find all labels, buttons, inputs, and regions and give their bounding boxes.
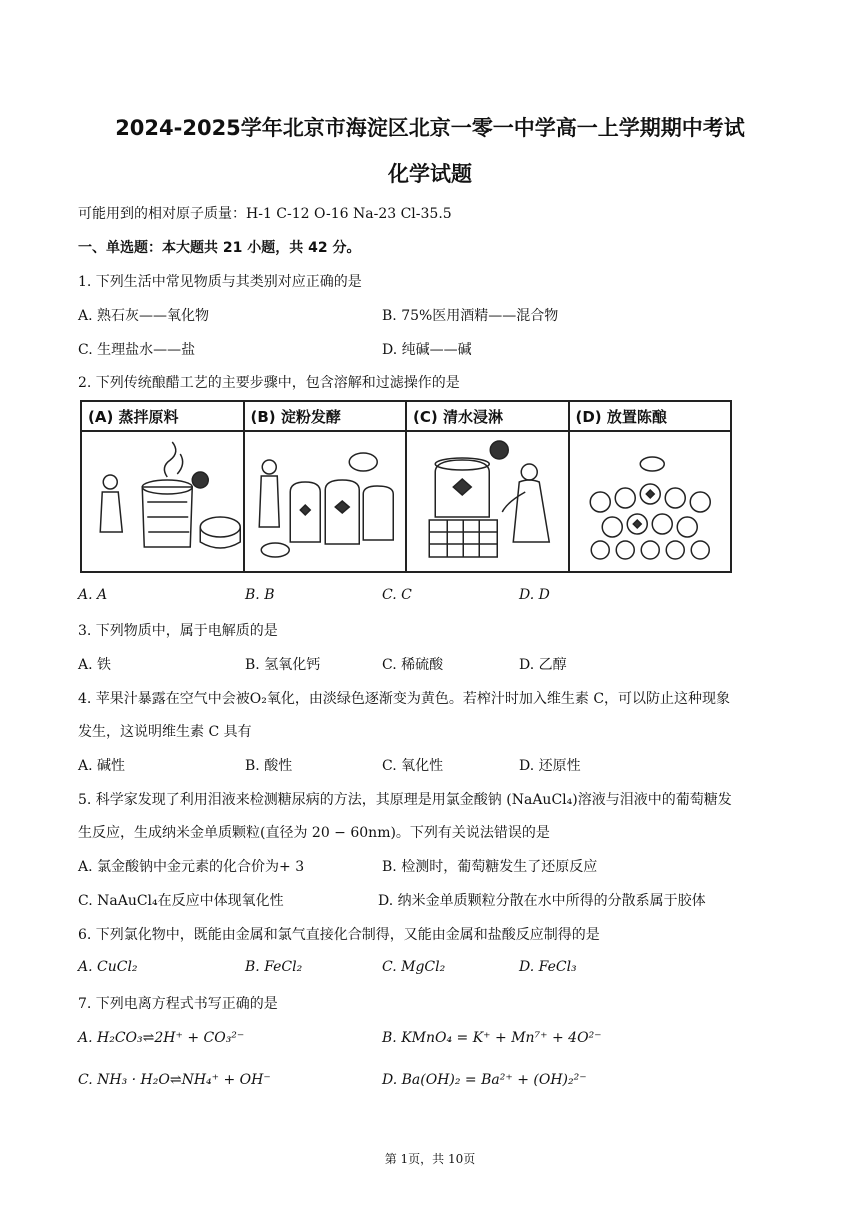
q1-option-a: A. 熟石灰——氧化物 xyxy=(78,308,210,324)
q3-option-b: B. 氢氧化钙 xyxy=(245,657,321,673)
steaming-illustration xyxy=(82,432,243,571)
question-5-stem-line1: 5. 科学家发现了利用泪液来检测糖尿病的方法，其原理是用氯金酸钠 (NaAuCl₄)溶液与泪液中的葡萄糖发 xyxy=(78,792,732,808)
q4-option-a: A. 碱性 xyxy=(78,758,126,774)
panel-d xyxy=(570,402,731,571)
q1-option-b: B. 75%医用酒精——混合物 xyxy=(382,308,559,324)
q5-option-c: C. NaAuCl₄在反应中体现氧化性 xyxy=(78,893,284,909)
q2-option-d: D. D xyxy=(519,587,550,603)
q4-option-d: D. 还原性 xyxy=(519,758,581,774)
fermentation-illustration xyxy=(245,432,406,571)
panel-a-caption: (A) 蒸拌原料 xyxy=(82,402,243,432)
page-footer: 第 1页，共 10页 xyxy=(384,1152,476,1166)
q7-option-c: C. NH₃ · H₂O⇌NH₄⁺ + OH⁻ xyxy=(78,1072,271,1088)
q4-option-b: B. 酸性 xyxy=(245,758,293,774)
vinegar-process-figure xyxy=(80,400,732,573)
soaking-illustration xyxy=(407,432,568,571)
panel-b-caption: (B) 淀粉发酵 xyxy=(245,402,406,432)
question-3-stem: 3. 下列物质中，属于电解质的是 xyxy=(78,623,278,639)
q4-option-c: C. 氧化性 xyxy=(382,758,444,774)
q7-option-b: B. KMnO₄ = K⁺ + Mn⁷⁺ + 4O²⁻ xyxy=(382,1030,602,1046)
q2-option-c: C. C xyxy=(382,587,412,603)
q5-option-d: D. 纳米金单质颗粒分散在水中所得的分散系属于胶体 xyxy=(378,893,706,909)
question-4-stem-line2: 发生，这说明维生素 C 具有 xyxy=(78,724,252,740)
question-2-stem: 2. 下列传统酿醋工艺的主要步骤中，包含溶解和过滤操作的是 xyxy=(78,375,460,391)
question-5-stem-line2: 生反应，生成纳米金单质颗粒(直径为 20 − 60nm)。下列有关说法错误的是 xyxy=(78,825,550,841)
q2-option-a: A. A xyxy=(78,587,108,603)
q6-option-c: C. MgCl₂ xyxy=(382,959,446,975)
panel-c xyxy=(407,402,570,571)
question-4-stem-line1: 4. 苹果汁暴露在空气中会被O₂氧化，由淡绿色逐渐变为黄色。若榨汁时加入维生素 C，可以防止这种现象 xyxy=(78,691,731,707)
panel-d-caption: (D) 放置陈酿 xyxy=(570,402,731,432)
q5-option-a: A. 氯金酸钠中金元素的化合价为+ 3 xyxy=(78,859,305,875)
question-1-stem: 1. 下列生活中常见物质与其类别对应正确的是 xyxy=(78,274,362,290)
q6-option-b: B. FeCl₂ xyxy=(245,959,303,975)
question-7-stem: 7. 下列电离方程式书写正确的是 xyxy=(78,996,278,1012)
panel-c-caption: (C) 清水浸淋 xyxy=(407,402,568,432)
paper-title-line2: 化学试题 xyxy=(388,162,472,186)
q1-option-d: D. 纯碱——碱 xyxy=(382,342,472,358)
q2-option-b: B. B xyxy=(245,587,275,603)
question-6-stem: 6. 下列氯化物中，既能由金属和氯气直接化合制得，又能由金属和盐酸反应制得的是 xyxy=(78,927,600,943)
q1-option-c: C. 生理盐水——盐 xyxy=(78,342,196,358)
q6-option-d: D. FeCl₃ xyxy=(519,959,577,975)
q7-option-a: A. H₂CO₃⇌2H⁺ + CO₃²⁻ xyxy=(78,1030,245,1046)
panel-b xyxy=(245,402,408,571)
q3-option-d: D. 乙醇 xyxy=(519,657,567,673)
q3-option-a: A. 铁 xyxy=(78,657,112,673)
atomic-masses: 可能用到的相对原子质量：H-1 C-12 O-16 Na-23 Cl-35.5 xyxy=(78,206,452,222)
q6-option-a: A. CuCl₂ xyxy=(78,959,138,975)
panel-a xyxy=(82,402,245,571)
q5-option-b: B. 检测时，葡萄糖发生了还原反应 xyxy=(382,859,598,875)
q7-option-d: D. Ba(OH)₂ = Ba²⁺ + (OH)₂²⁻ xyxy=(382,1072,587,1088)
aging-illustration xyxy=(570,432,731,571)
q3-option-c: C. 稀硫酸 xyxy=(382,657,444,673)
paper-title-line1: 2024-2025学年北京市海淀区北京一零一中学高一上学期期中考试 xyxy=(115,116,745,140)
section-heading: 一、单选题：本大题共 21 小题，共 42 分。 xyxy=(78,240,361,256)
